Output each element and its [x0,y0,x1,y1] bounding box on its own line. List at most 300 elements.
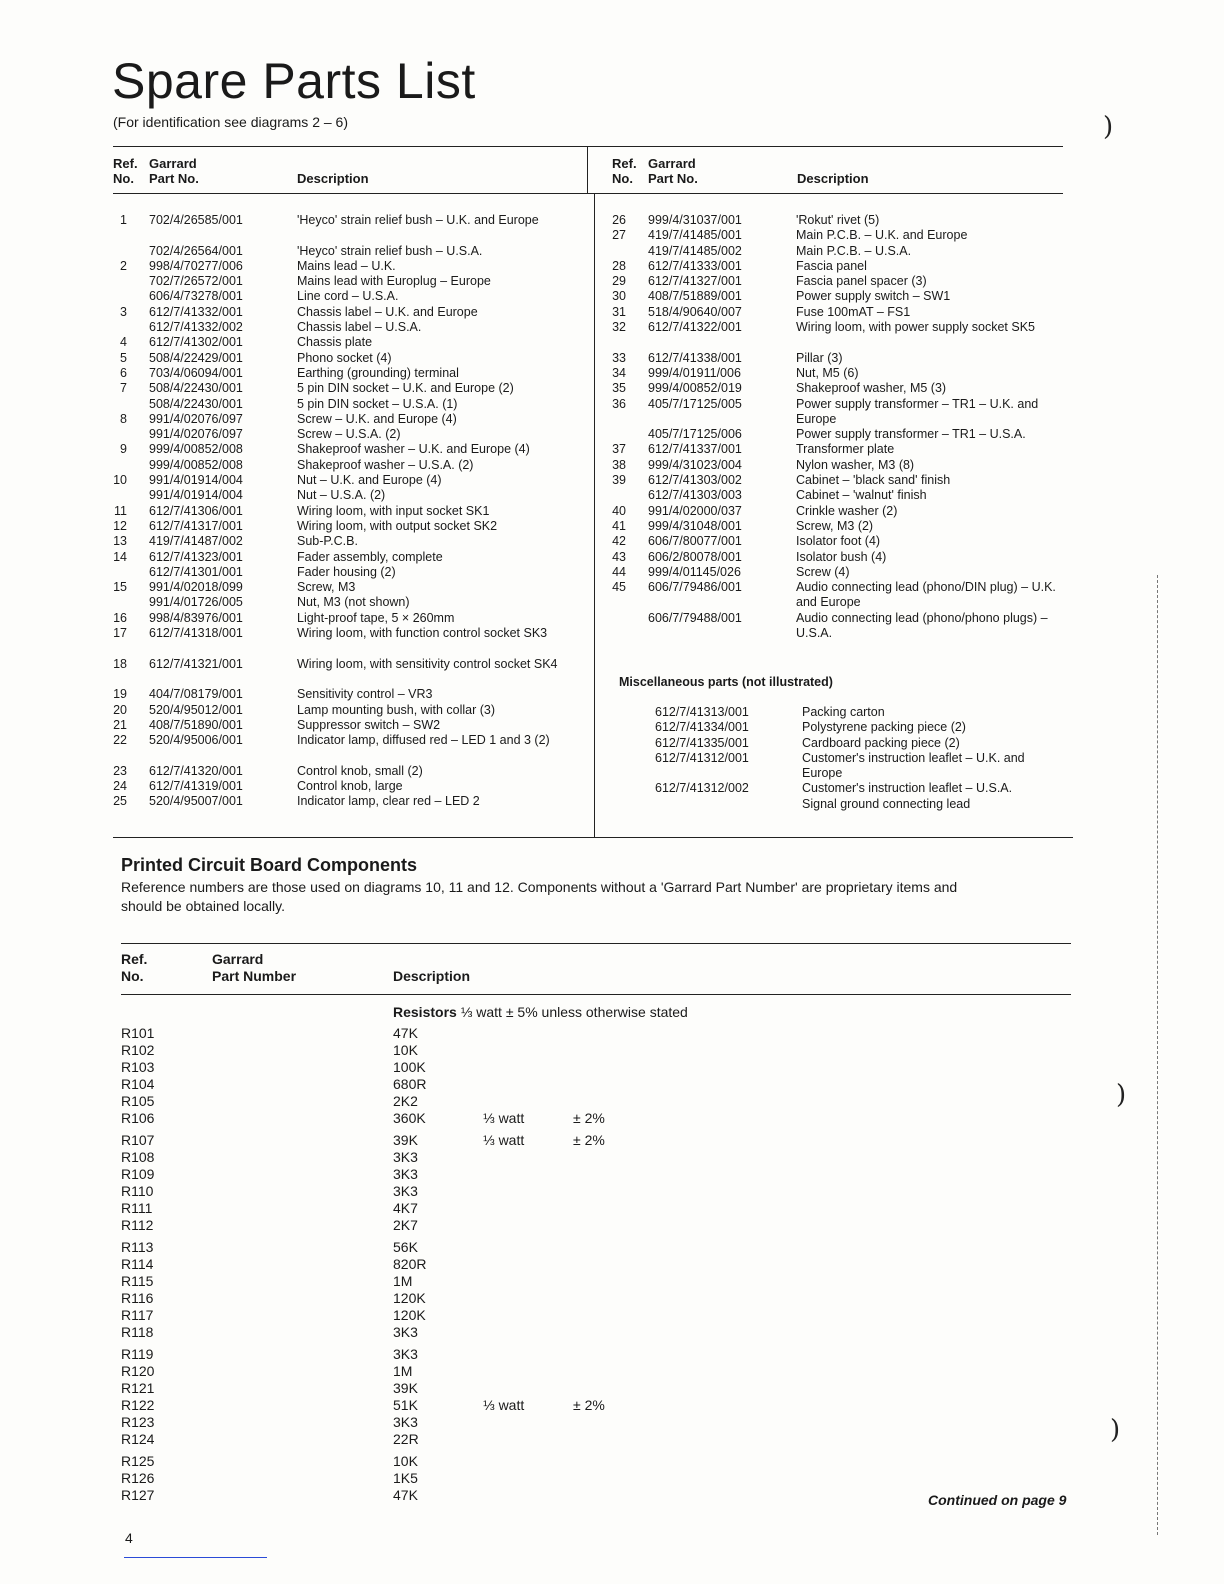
resistor-row [121,1200,641,1217]
resistor-ref: R122 [121,1397,155,1413]
resistor-value: 10K [393,1042,418,1058]
resistor-ref: R106 [121,1110,155,1126]
part-number: 508/4/22430/001 [149,396,243,411]
footer-blue-line [124,1557,267,1558]
parts-table-divider [587,146,588,193]
resistor-ref: R101 [121,1025,155,1041]
part-description: Cabinet – 'walnut' finish [796,488,927,503]
resistor-row [121,1307,641,1324]
resistor-row [121,1380,641,1397]
resistor-row [121,1431,641,1448]
ref-number: 17 [113,626,127,641]
parts-list-right [612,213,1072,641]
resistor-value: 2K7 [393,1217,418,1233]
resistor-value: 51K [393,1397,418,1413]
parts-row [612,534,1072,549]
parts-row [113,259,583,274]
part-number: 612/7/41302/001 [149,335,243,350]
ref-number: 23 [113,763,127,778]
pcb-part-header: Garrard Part Number [212,951,297,984]
part-number: 999/4/00852/019 [648,381,742,396]
part-description: Pillar (3) [796,350,843,365]
part-number: 612/7/41332/001 [149,304,243,319]
part-number: 612/7/41318/001 [149,626,243,641]
resistor-value: 1M [393,1273,413,1289]
page-title: Spare Parts List [112,53,476,109]
misc-parts-list [655,705,1065,812]
parts-row [113,412,583,427]
resistor-row [121,1076,641,1093]
ref-number: 5 [120,350,127,365]
part-description: Indicator lamp, clear red – LED 2 [297,794,480,809]
parts-row [612,427,1072,442]
parts-row [113,595,583,610]
parts-row [113,779,583,794]
part-number: 612/7/41337/001 [648,442,742,457]
left-description-header: Description [297,171,369,186]
part-number: 612/7/41338/001 [648,350,742,365]
part-description: Chassis label – U.K. and Europe [297,304,478,319]
part-number: 408/7/51889/001 [648,289,742,304]
ref-number: 14 [113,549,127,564]
left-part-header: Garrard Part No. [149,156,199,186]
parts-row [612,473,1072,488]
parts-row [612,213,1072,228]
resistor-value: 360K [393,1110,426,1126]
part-description: Chassis label – U.S.A. [297,320,422,335]
parts-row [612,611,1072,642]
ref-number: 15 [113,580,127,595]
part-description: Nut – U.S.A. (2) [297,488,386,503]
left-ref-header: Ref. No. [113,156,138,186]
part-number: 703/4/06094/001 [149,365,243,380]
part-description: Isolator foot (4) [796,534,881,549]
resistor-value: 3K3 [393,1324,418,1340]
misc-parts-row [655,797,1065,812]
parts-row [113,305,583,320]
ref-number: 25 [113,794,127,809]
page-subtitle: (For identification see diagrams 2 – 6) [113,114,348,130]
resistor-row [121,1217,641,1234]
resistor-row [121,1346,641,1363]
part-description: Shakeproof washer – U.K. and Europe (4) [297,442,530,457]
part-description: Cardboard packing piece (2) [802,735,960,750]
part-description: Indicator lamp, diffused red – LED 1 and 3 (2) [297,733,550,748]
ref-number: 22 [113,733,127,748]
part-number: 612/7/41303/003 [648,488,742,503]
resistor-tolerance: ± 2% [573,1110,605,1126]
resistor-ref: R110 [121,1183,154,1199]
ref-number: 13 [113,534,127,549]
parts-row [113,657,583,688]
resistor-value: 47K [393,1025,418,1041]
part-number: 999/4/31023/004 [648,457,742,472]
ref-number: 19 [113,687,127,702]
binding-hole-mark: ) [1116,1080,1127,1110]
ref-number: 7 [120,381,127,396]
part-description: Customer's instruction leaflet – U.S.A. [802,781,1013,796]
part-description: Nut, M3 (not shown) [297,595,410,610]
resistor-ref: R121 [121,1380,155,1396]
part-description: Wiring loom, with sensitivity control socket SK4 [297,656,558,671]
parts-row [113,442,583,457]
resistor-value: 100K [393,1059,426,1075]
resistor-value: 3K3 [393,1166,418,1182]
resistor-ref: R112 [121,1217,154,1233]
part-number: 702/4/26585/001 [149,213,243,227]
ref-number: 4 [120,335,127,350]
resistor-ref: R114 [121,1256,154,1272]
part-description: Screw, M3 (2) [796,518,874,533]
page-edge-line [1157,575,1158,1535]
part-number: 606/7/79488/001 [648,610,742,625]
misc-parts-row [655,781,1065,796]
part-description: Screw – U.K. and Europe (4) [297,411,457,426]
part-description: Polystyrene packing piece (2) [802,720,966,735]
ref-number: 35 [612,381,626,396]
part-description: Suppressor switch – SW2 [297,717,441,732]
part-number: 508/4/22430/001 [149,381,243,396]
part-number: 520/4/95012/001 [149,702,243,717]
misc-parts-row [655,751,1065,782]
resistor-value: 680R [393,1076,427,1092]
part-number: 612/7/41317/001 [149,518,243,533]
ref-number: 32 [612,320,626,335]
ref-number: 21 [113,717,127,732]
parts-row [113,320,583,335]
part-number: 991/4/01914/004 [149,473,243,488]
ref-number: 29 [612,274,626,289]
part-number: 419/7/41485/002 [648,243,742,258]
ref-number: 24 [113,778,127,793]
parts-row [113,794,583,809]
parts-row [113,580,583,595]
ref-number: 39 [612,473,626,488]
ref-number: 27 [612,228,626,243]
page-number: 4 [125,1530,133,1546]
ref-number: 16 [113,610,127,625]
part-description: Crinkle washer (2) [796,503,898,518]
resistor-value: 820R [393,1256,427,1272]
resistor-row [121,1110,641,1127]
part-description: Wiring loom, with output socket SK2 [297,518,498,533]
resistor-list [121,1025,641,1504]
pcb-description-header: Description [393,968,471,984]
part-description: Transformer plate [796,442,895,457]
ref-number: 11 [114,503,127,518]
continued-note: Continued on page 9 [928,1492,1067,1508]
misc-parts-row [655,705,1065,720]
part-number: 405/7/17125/005 [648,396,742,411]
resistor-ref: R124 [121,1431,155,1447]
ref-number: 41 [612,518,626,533]
part-description: Screw (4) [796,564,850,579]
resistor-row [121,1290,641,1307]
part-number: 999/4/00852/008 [149,442,243,457]
resistor-ref: R123 [121,1414,155,1430]
pcb-table-header-rule [121,994,1071,995]
part-number: 606/7/80077/001 [648,534,742,549]
part-number: 991/4/02018/099 [149,580,243,595]
ref-number: 6 [120,365,127,380]
parts-table-divider-body [594,193,595,837]
resistor-ref: R109 [121,1166,155,1182]
parts-row [113,733,583,764]
misc-parts-row [655,720,1065,735]
ref-number: 12 [113,518,127,533]
part-number: 612/7/41321/001 [149,656,243,671]
resistor-row [121,1453,641,1470]
resistors-heading [393,1004,688,1020]
part-number: 612/7/41312/001 [655,750,749,765]
resistor-ref: R103 [121,1059,155,1075]
parts-row [612,565,1072,580]
ref-number: 33 [612,350,626,365]
resistor-ref: R104 [121,1076,155,1092]
parts-row [113,703,583,718]
resistor-value: 39K [393,1132,418,1148]
right-ref-header: Ref. No. [612,156,637,186]
part-description: Control knob, large [297,778,403,793]
part-description: Wiring loom, with power supply socket SK5 [796,320,1035,335]
resistors-note: ⅓ watt ± 5% unless otherwise stated [456,1004,688,1020]
resistor-ref: R116 [121,1290,154,1306]
resistor-ref: R113 [121,1239,154,1255]
pcb-table-top-rule [121,943,1071,944]
resistor-ref: R105 [121,1093,155,1109]
parts-row [113,534,583,549]
part-description: 'Heyco' strain relief bush – U.S.A. [297,243,483,258]
parts-row [113,397,583,412]
part-number: 991/4/01726/005 [149,595,243,610]
part-description: 'Rokut' rivet (5) [796,213,880,227]
parts-row [113,351,583,366]
ref-number: 38 [612,457,626,472]
parts-row [612,381,1072,396]
resistor-ref: R102 [121,1042,155,1058]
part-number: 991/4/02000/037 [648,503,742,518]
parts-row [113,274,583,289]
part-description: Control knob, small (2) [297,763,423,778]
part-number: 408/7/51890/001 [149,717,243,732]
ref-number: 1 [120,213,127,227]
part-description: Signal ground connecting lead [802,796,971,811]
resistor-value: 3K3 [393,1183,418,1199]
part-number: 612/7/41312/002 [655,781,749,796]
part-number: 612/7/41333/001 [648,258,742,273]
part-description: Wiring loom, with input socket SK1 [297,503,490,518]
parts-row [113,718,583,733]
ref-number: 26 [612,213,626,227]
part-number: 998/4/70277/006 [149,258,243,273]
part-number: 702/7/26572/001 [149,274,243,289]
part-number: 612/7/41327/001 [648,274,742,289]
resistor-value: 3K3 [393,1414,418,1430]
parts-row [612,442,1072,457]
parts-row [113,565,583,580]
ref-number: 28 [612,258,626,273]
resistor-wattage: ⅓ watt [483,1397,525,1413]
part-number: 612/7/41322/001 [648,320,742,335]
part-number: 991/4/01914/004 [149,488,243,503]
part-description: Fader housing (2) [297,564,396,579]
part-number: 419/7/41485/001 [648,228,742,243]
part-description: Power supply transformer – TR1 – U.K. and Europe [796,396,1039,426]
ref-number: 43 [612,549,626,564]
part-number: 612/7/41334/001 [655,720,749,735]
parts-row [113,611,583,626]
parts-row [113,550,583,565]
part-description: Fascia panel [796,258,867,273]
part-description: Nut – U.K. and Europe (4) [297,473,442,488]
part-number: 404/7/08179/001 [149,687,243,702]
part-description: Shakeproof washer – U.S.A. (2) [297,457,474,472]
pcb-intro: Reference numbers are those used on diagrams 10, 11 and 12. Components without a 'Garrard Part Number' are proprietary items and should be obtained locally. [121,879,958,914]
parts-row [612,580,1072,611]
part-number: 612/7/41319/001 [149,778,243,793]
part-description: Earthing (grounding) terminal [297,365,459,380]
part-number: 612/7/41301/001 [149,564,243,579]
part-description: Sub-P.C.B. [297,534,358,549]
resistor-wattage: ⅓ watt [483,1132,525,1148]
parts-row [612,366,1072,381]
resistor-value: 22R [393,1431,419,1447]
parts-row [113,427,583,442]
parts-row [612,397,1072,428]
part-number: 612/7/41332/002 [149,320,243,335]
part-description: Audio connecting lead (phono/DIN plug) – U.K. and Europe [796,580,1056,610]
resistor-ref: R111 [121,1200,153,1216]
part-description: Mains lead – U.K. [297,258,396,273]
ref-number: 34 [612,365,626,380]
resistor-row [121,1149,641,1166]
part-number: 612/7/41335/001 [655,735,749,750]
ref-number: 45 [612,580,626,595]
part-description: Customer's instruction leaflet – U.K. and Europe [802,750,1025,781]
parts-row [113,458,583,473]
ref-number: 31 [612,304,626,319]
part-number: 612/7/41323/001 [149,549,243,564]
part-number: 991/4/02076/097 [149,411,243,426]
part-description: Power supply transformer – TR1 – U.S.A. [796,427,1026,442]
resistor-row [121,1256,641,1273]
right-description-header: Description [797,171,869,186]
part-number: 612/7/41313/001 [655,705,749,719]
ref-number: 3 [120,304,127,319]
resistor-value: 1K5 [393,1470,418,1486]
resistor-ref: R125 [121,1453,155,1469]
ref-number: 18 [113,656,127,671]
part-number: 405/7/17125/006 [648,427,742,442]
part-number: 518/4/90640/007 [648,304,742,319]
pcb-ref-header: Ref. No. [121,951,148,984]
parts-row [113,381,583,396]
parts-row [612,320,1072,351]
part-description: 'Heyco' strain relief bush – U.K. and Europe [297,213,539,227]
parts-row [612,550,1072,565]
resistor-row [121,1324,641,1341]
part-number: 612/7/41306/001 [149,503,243,518]
part-description: Fascia panel spacer (3) [796,274,927,289]
ref-number: 40 [612,503,626,518]
part-number: 612/7/41303/002 [648,473,742,488]
parts-row [612,305,1072,320]
part-description: Shakeproof washer, M5 (3) [796,381,947,396]
misc-parts-row [655,736,1065,751]
part-number: 999/4/00852/008 [149,457,243,472]
parts-row [612,259,1072,274]
parts-row [612,289,1072,304]
parts-row [113,488,583,503]
binding-hole-mark: ) [1110,1415,1121,1445]
resistor-value: 2K2 [393,1093,418,1109]
part-number: 612/7/41320/001 [149,763,243,778]
resistor-row [121,1414,641,1431]
resistor-row [121,1470,641,1487]
part-description: Audio connecting lead (phono/phono plugs) – U.S.A. [796,610,1048,641]
parts-row [113,335,583,350]
ref-number: 8 [120,411,127,426]
resistor-ref: R118 [121,1324,154,1340]
parts-row [113,519,583,534]
part-number: 999/4/31037/001 [648,213,742,227]
resistor-row [121,1093,641,1110]
resistor-tolerance: ± 2% [573,1132,605,1148]
parts-row [612,488,1072,503]
parts-row [113,213,583,244]
misc-parts-title: Miscellaneous parts (not illustrated) [619,675,833,689]
parts-row [612,504,1072,519]
resistor-ref: R107 [121,1132,155,1148]
parts-row [113,504,583,519]
part-description: Phono socket (4) [297,350,392,365]
resistor-row [121,1487,641,1504]
parts-row [113,244,583,259]
part-description: Isolator bush (4) [796,549,887,564]
part-description: Mains lead with Europlug – Europe [297,274,491,289]
resistor-row [121,1239,641,1256]
resistor-ref: R126 [121,1470,155,1486]
resistor-ref: R127 [121,1487,155,1503]
parts-row [113,687,583,702]
part-description: Fader assembly, complete [297,549,443,564]
part-description: Wiring loom, with function control socket SK3 [297,626,548,641]
ref-number: 36 [612,396,626,411]
resistor-value: 3K3 [393,1346,418,1362]
ref-number: 9 [120,442,127,457]
part-description: Line cord – U.S.A. [297,289,399,304]
part-description: Fuse 100mAT – FS1 [796,304,911,319]
resistor-row [121,1059,641,1076]
right-part-header: Garrard Part No. [648,156,698,186]
parts-row [612,228,1072,243]
parts-table-top-rule [113,146,1063,147]
resistor-value: 120K [393,1290,426,1306]
part-number: 999/4/31048/001 [648,518,742,533]
part-description: Chassis plate [297,335,373,350]
part-description: Main P.C.B. – U.S.A. [796,243,912,258]
resistor-tolerance: ± 2% [573,1397,605,1413]
resistor-value: 10K [393,1453,418,1469]
parts-table-bottom-rule [113,837,1073,838]
parts-row [113,289,583,304]
resistor-row [121,1132,641,1149]
part-number: 998/4/83976/001 [149,610,243,625]
parts-row [113,366,583,381]
parts-row [113,473,583,488]
part-number: 520/4/95006/001 [149,733,243,748]
ref-number: 42 [612,534,626,549]
